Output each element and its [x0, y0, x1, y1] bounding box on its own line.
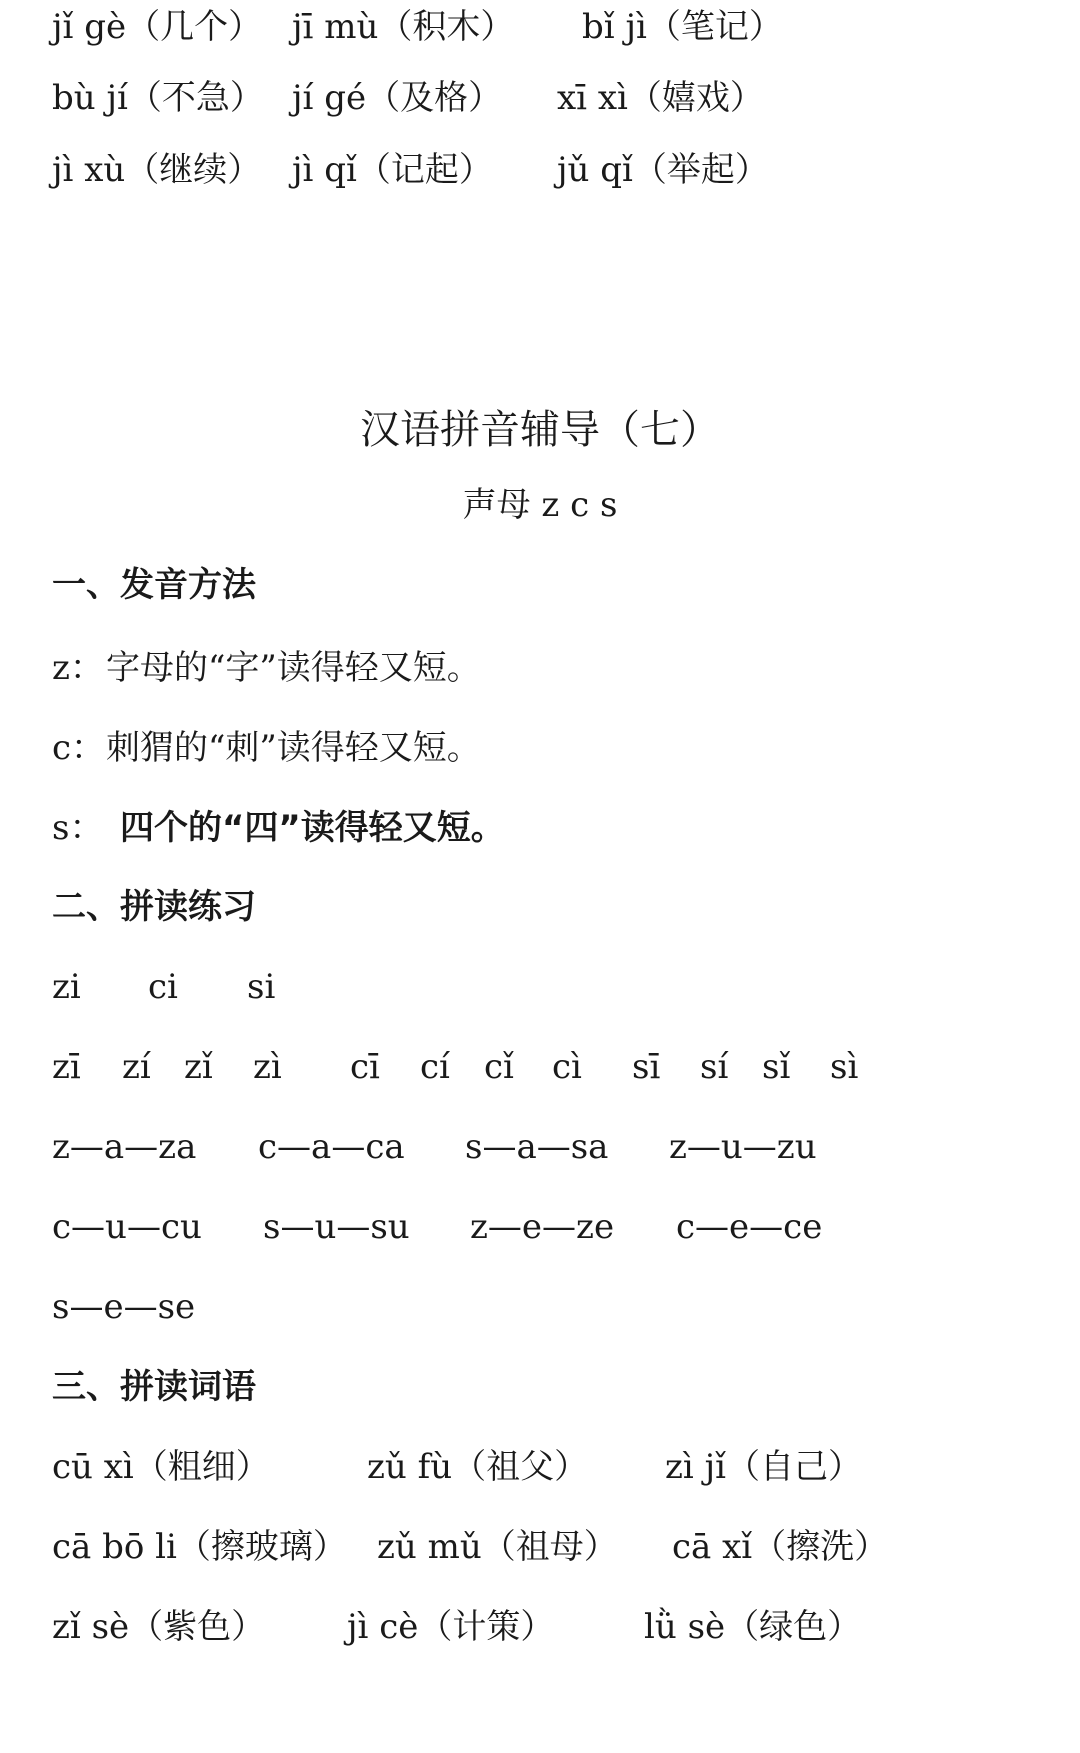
word-item: cū xì（粗细）	[52, 1447, 270, 1487]
word-item: zǔ mǔ（祖母）	[377, 1527, 618, 1567]
spelling-item: z—a—za	[52, 1127, 197, 1167]
syllable: cī	[350, 1047, 380, 1087]
word-item: jì xù（继续）	[52, 150, 262, 190]
word-item: cā xǐ（擦洗）	[672, 1527, 889, 1567]
word-item: zǔ fù（祖父）	[367, 1447, 589, 1487]
syllable: zì	[253, 1047, 282, 1087]
word-item: lǜ sè（绿色）	[644, 1607, 862, 1647]
spelling-item: z—u—zu	[669, 1127, 817, 1167]
spelling-item: c—e—ce	[676, 1207, 823, 1247]
word-item: jì cè（计策）	[347, 1607, 555, 1647]
word-item: jǔ qǐ（举起）	[557, 150, 769, 190]
spelling-item: s—a—sa	[465, 1127, 609, 1167]
word-item: jǐ gè（几个）	[52, 7, 263, 47]
syllable: cì	[552, 1047, 582, 1087]
page-title: 汉语拼音辅导（七）	[360, 407, 720, 453]
syllable: zí	[122, 1047, 151, 1087]
word-item: jī mù（积木）	[292, 7, 515, 47]
syllable: sǐ	[762, 1047, 791, 1087]
letter-label: z：	[52, 648, 104, 688]
word-item: cā bō li（擦玻璃）	[52, 1527, 347, 1567]
syllable: sí	[700, 1047, 729, 1087]
word-item: xī xì（嬉戏）	[557, 78, 764, 118]
word-item: jí gé（及格）	[292, 78, 503, 118]
pronunciation-text: 四个的“四”读得轻又短。	[120, 808, 505, 848]
letter-label: c：	[52, 728, 106, 768]
page-subtitle: 声母 z c s	[462, 485, 618, 525]
word-item: bǐ jì（笔记）	[582, 7, 783, 47]
spelling-item: s—u—su	[263, 1207, 410, 1247]
spelling-item: c—u—cu	[52, 1207, 202, 1247]
word-item: zì jǐ（自己）	[665, 1447, 863, 1487]
word-item: jì qǐ（记起）	[292, 150, 493, 190]
section-heading-word-reading: 三、拼读词语	[52, 1367, 256, 1407]
section-heading-pronunciation: 一、发音方法	[52, 565, 256, 605]
syllable: zi	[52, 967, 81, 1007]
syllable: zǐ	[184, 1047, 213, 1087]
word-item: zǐ sè（紫色）	[52, 1607, 266, 1647]
syllable: cǐ	[484, 1047, 514, 1087]
syllable: zī	[52, 1047, 81, 1087]
pronunciation-text: 刺猬的“刺”读得轻又短。	[106, 728, 481, 768]
syllable: cí	[420, 1047, 450, 1087]
word-item: bù jí（不急）	[52, 78, 264, 118]
syllable: sī	[632, 1047, 661, 1087]
spelling-item: c—a—ca	[258, 1127, 405, 1167]
letter-label: s：	[52, 808, 104, 848]
pronunciation-text: 字母的“字”读得轻又短。	[106, 648, 481, 688]
spelling-item: z—e—ze	[470, 1207, 615, 1247]
spelling-item: s—e—se	[52, 1287, 196, 1327]
section-heading-spelling-practice: 二、拼读练习	[52, 887, 256, 927]
syllable: si	[247, 967, 276, 1007]
syllable: ci	[148, 967, 178, 1007]
syllable: sì	[830, 1047, 859, 1087]
